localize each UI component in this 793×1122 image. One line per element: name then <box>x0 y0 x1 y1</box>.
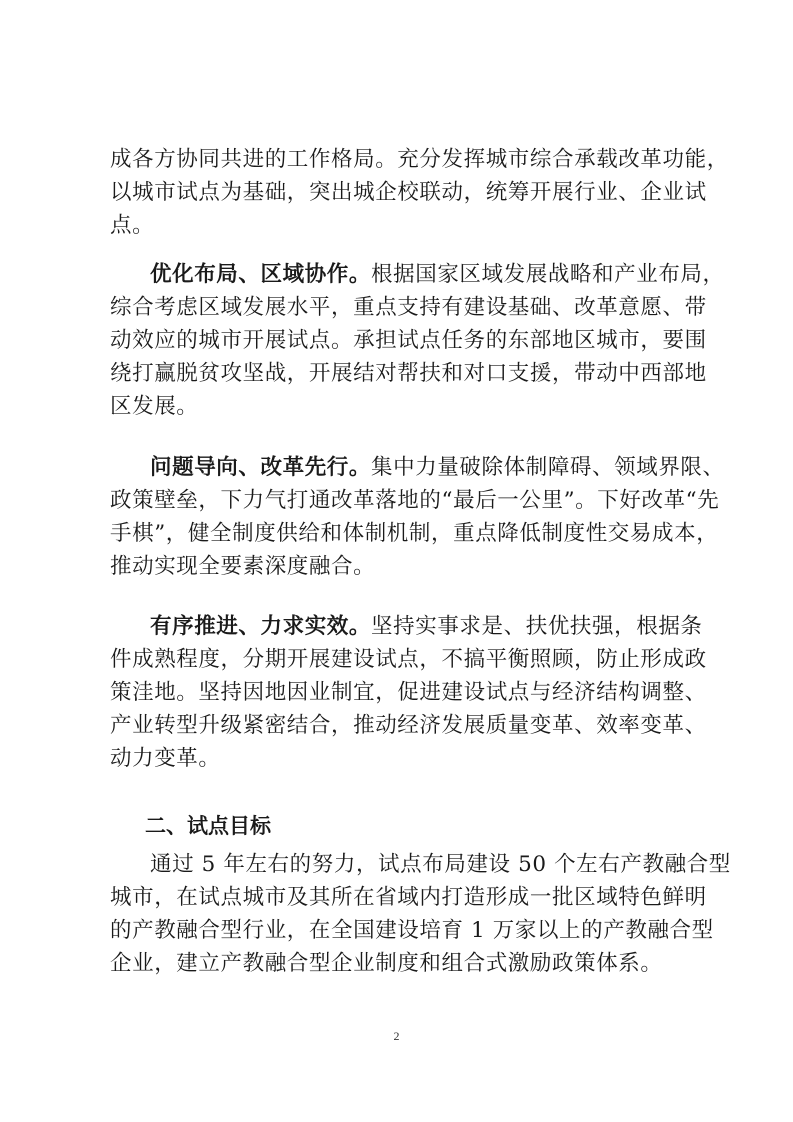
text-run: 根据国家区域发展战略和产业布局， <box>371 262 725 287</box>
paragraph-coordination <box>110 143 729 242</box>
text-line: 成各方协同共进的工作格局。充分发挥城市综合承载改革功能， <box>110 147 729 172</box>
section-heading: 二、试点目标 <box>145 814 271 838</box>
text-line: 的产教融合型行业，在全国建设培育 1 万家以上的产教融合型 <box>110 918 714 943</box>
paragraph-orderly-progress <box>110 610 707 775</box>
text-line: 政策壁垒，下力气打通改革落地的“最后一公里”。下好改革“先 <box>110 488 720 513</box>
text-line <box>110 451 725 484</box>
text-line: 点。 <box>110 213 155 238</box>
text-line: 企业，建立产教融合型企业制度和组合式激励政策体系。 <box>110 951 663 976</box>
paragraph-lead: 问题导向、改革先行。 <box>150 455 372 480</box>
text-line: 动效应的城市开展试点。承担试点任务的东部地区城市，要围 <box>110 328 707 353</box>
text-line: 城市，在试点城市及其所在省域内打造形成一批区域特色鲜明 <box>110 885 707 910</box>
paragraph-lead: 有序推进、力求实效。 <box>150 614 372 639</box>
page-number: 2 <box>393 1029 400 1043</box>
paragraph-lead: 优化布局、区域协作。 <box>150 262 372 287</box>
text-line: 产业转型升级紧密结合，推动经济发展质量变革、效率变革、 <box>110 713 707 738</box>
text-run: 坚持实事求是、扶优扶强，根据条 <box>371 614 703 639</box>
paragraph-reform-first <box>110 451 725 583</box>
text-line <box>110 610 703 643</box>
text-line: 手棋”，健全制度供给和体制机制，重点降低制度性交易成本， <box>110 521 719 546</box>
text-line: 通过 5 年左右的努力，试点布局建设 50 个左右产教融合型 <box>150 852 731 877</box>
text-line: 件成熟程度，分期开展建设试点，不搞平衡照顾，防止形成政 <box>110 647 707 672</box>
text-line: 区发展。 <box>110 394 199 419</box>
text-line: 动力变革。 <box>110 746 221 771</box>
text-line: 以城市试点为基础，突出城企校联动，统筹开展行业、企业试 <box>110 180 707 205</box>
paragraph-regional-cooperation <box>110 258 725 423</box>
text-line: 综合考虑区域发展水平，重点支持有建设基础、改革意愿、带 <box>110 295 707 320</box>
text-line: 策洼地。坚持因地因业制宜，促进建设试点与经济结构调整、 <box>110 680 707 705</box>
text-line: 绕打赢脱贫攻坚战，开展结对帮扶和对口支援，带动中西部地 <box>110 361 707 386</box>
text-line: 推动实现全要素深度融合。 <box>110 554 376 579</box>
text-run: 集中力量破除体制障碍、领域界限、 <box>371 455 725 480</box>
paragraph-pilot-targets <box>110 848 731 980</box>
text-line <box>110 258 725 291</box>
